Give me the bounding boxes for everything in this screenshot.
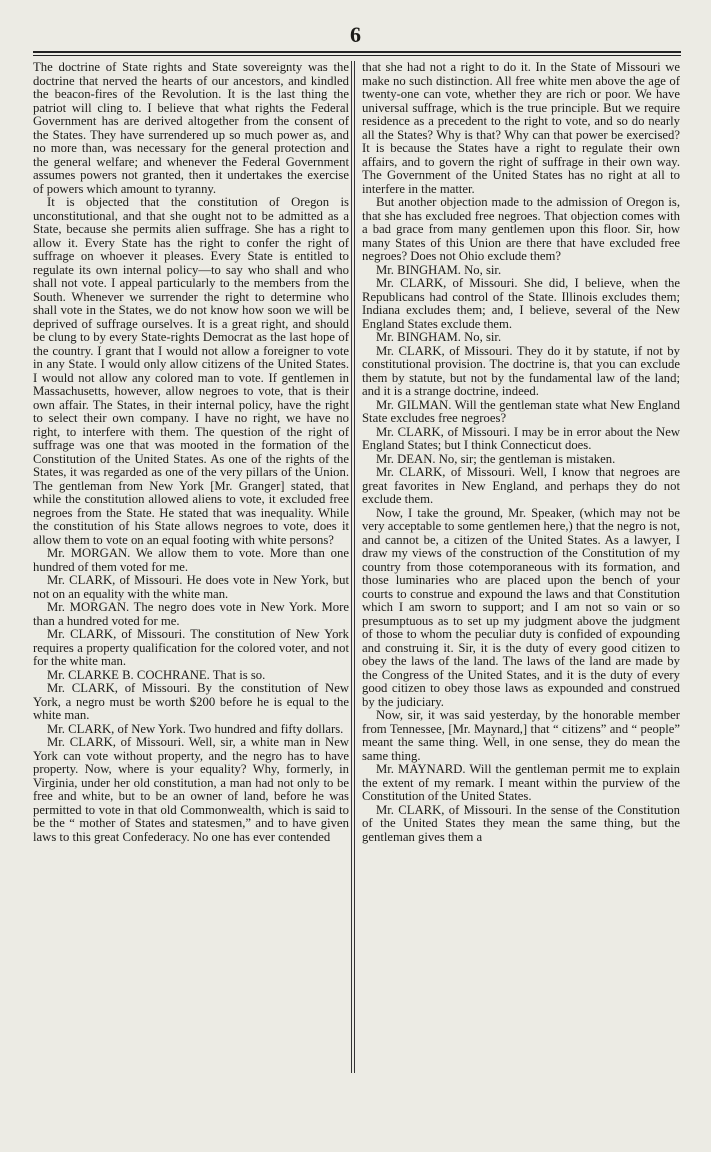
header-rule-thin xyxy=(33,55,681,56)
paragraph: Mr. MORGAN. We allow them to vote. More than one hundred of them voted for me. xyxy=(33,546,349,574)
paragraph: Mr. CLARK, of New York. Two hundred and fifty dollars. xyxy=(47,721,344,736)
paragraph: Mr. CLARK, of Missouri. I may be in error about the New England States; but I think Connecticut does. xyxy=(362,424,680,452)
paragraph: Mr. CLARKE B. COCHRANE. That is so. xyxy=(47,667,266,682)
paragraph: Now, I take the ground, Mr. Speaker, (which may not be very acceptable to some gentlemen here,) that the negro is not, and cannot be, a citizen of the United States. As a lawyer, I draw my views of the construction of the Constitution of my country from those cotemporaneous with its formation, and those luminaries who are placed upon the bench of your courts to construe and expound the laws and that Constitution which I am sworn to support; and I am not so vain or so presumptuous as to set up my judgment above the judgment of those to whom the peculiar duty is confided of expounding and construing it. Sir, it is the duty of every good citizen to obey the laws of the land. The laws of the land are made by the Congress of the United States, and it is the duty of every good citizen to obey those laws as expounded and construed by the judiciary. xyxy=(362,505,680,709)
column-divider xyxy=(351,61,355,1073)
page-number: 6 xyxy=(350,22,361,47)
paragraph: Mr. CLARK, of Missouri. In the sense of the Constitution of the United States they mean the same thing, but the gentleman gives them a xyxy=(362,802,680,844)
paragraph: Mr. BINGHAM. No, sir. xyxy=(376,262,502,277)
paragraph: Mr. MAYNARD. Will the gentleman permit me to explain the extent of my remark. I meant within the purview of the Constitution of the United States. xyxy=(362,762,680,803)
paragraph: It is objected that the constitution of Oregon is unconstitutional, and that she ought not to be admitted as a State, because she permits alien suffrage. She has a right to allow it. Every State has the right to confer the right of suffrage on whoever it pleases. Every State is entitled to regulate its own internal policy—to say who shall and who shall not vote. I appeal particularly to the members from the South. Whenever we surrender the right to determine who shall vote in the States, we do not know how soon we will be deprived of suffrage ourselves. It is a great right, and should be clung to by every State-rights Democrat as the last hope of the country. I grant that I would not allow a foreigner to vote in any State. I would only allow citizens of the United States. I would not allow any colored man to vote. If gentlemen in Massachusetts, however, allow negroes to vote, that is their own affair. The States, in their internal policy, have the right to select their own company. I have no right, we have no right, to interfere with them. The question of the right of suffrage was one that was mooted in the formation of the Constitution of the United States. As one of the rights of the States, it was regarded as one of the very pillars of the Union. The gentleman from New York [Mr. Granger] stated, that while the constitution allowed aliens to vote, it excluded free negroes from the State. He stated that was inequality. While the constitution of his State allows negroes to vote, does it allow them to vote on an equal footing with white persons? xyxy=(33,195,349,547)
paragraph: Mr. GILMAN. Will the gentleman state what New England State excludes free negroes? xyxy=(362,397,680,425)
header-rule xyxy=(33,51,681,53)
paragraph: Mr. CLARK, of Missouri. She did, I believe, when the Republicans had control of the State. Illinois excludes them; Indiana excludes them; and, I believe, several of the New England States exclude them. xyxy=(362,276,680,331)
paragraph: Mr. MORGAN. The negro does vote in New York. More than a hundred voted for me. xyxy=(33,600,349,628)
paragraph: Mr. DEAN. No, sir; the gentleman is mistaken. xyxy=(376,451,616,466)
paragraph: Mr. CLARK, of Missouri. By the constitution of New York, a negro must be worth $200 before he is equal to the white man. xyxy=(33,681,349,722)
paragraph: Mr. BINGHAM. No, sir. xyxy=(376,330,502,344)
paragraph: Now, sir, it was said yesterday, by the honorable member from Tennessee, [Mr. Maynard,] that “ citizens” and “ people” meant the same thing. Well, in one sense, they do mean the same thing. xyxy=(362,708,680,763)
paragraph: that she had not a right to do it. In the State of Missouri we make no such distinction. All free white men above the age of twenty-one can vote, whether they are rich or poor. We have universal suffrage, which is the true principle. But we require residence as a precedent to the right to vote, and so do nearly all the States? Why is that? Why can that power be exercised? It is because the States have a right to regulate their own affairs, and to govern the right of suffrage in their own way. The Government of the United States has no right at all to interfere in the matter. xyxy=(362,61,680,196)
paragraph: But another objection made to the admission of Oregon is, that she has excluded free negroes. That objection comes with a bad grace from many gentlemen upon this floor. Sir, how many States of this Union are there that have excluded free negroes? Does not Ohio exclude them? xyxy=(362,195,680,263)
right-column xyxy=(362,61,680,1071)
paragraph: Mr. CLARK, of Missouri. The constitution of New York requires a property qualification for the colored voter, and not for the white man. xyxy=(33,627,349,668)
paragraph: Mr. CLARK, of Missouri. Well, I know that negroes are great favorites in New England, and perhaps they do not exclude them. xyxy=(362,465,680,506)
paragraph: The doctrine of State rights and State sovereignty was the doctrine that nerved the hearts of our ancestors, and kindled the beacon-fires of the Revolution. It is the last thing the patriot will cling to. I believe that what rights the Federal Government has are derived altogether from the consent of the States. They have surrendered up so much power as, and no more than, was necessary for the general protection and the general welfare; and whenever the Federal Government assumes powers not granted, then it undertakes the exercise of powers which amount to tyranny. xyxy=(33,61,349,196)
left-column xyxy=(33,61,349,1071)
paragraph: Mr. CLARK, of Missouri. Well, sir, a white man in New York can vote without property, and the negro has to have property. Now, where is your equality? Why, formerly, in Virginia, under her old constitution, a man had not only to be free and white, but to be an owner of land, before he was permitted to vote in that old Commonwealth, which is said to be the “ mother of States and statesmen,” and to have given laws to this great Confederacy. No one has ever contended xyxy=(33,735,349,844)
paragraph: Mr. CLARK, of Missouri. They do it by statute, if not by constitutional provision. The doctrine is, that you can exclude them by statute, but not by the fundamental law of the land; and it is a strange doctrine, indeed. xyxy=(362,343,680,398)
paragraph: Mr. CLARK, of Missouri. He does vote in New York, but not on an equality with the white man. xyxy=(33,573,349,601)
